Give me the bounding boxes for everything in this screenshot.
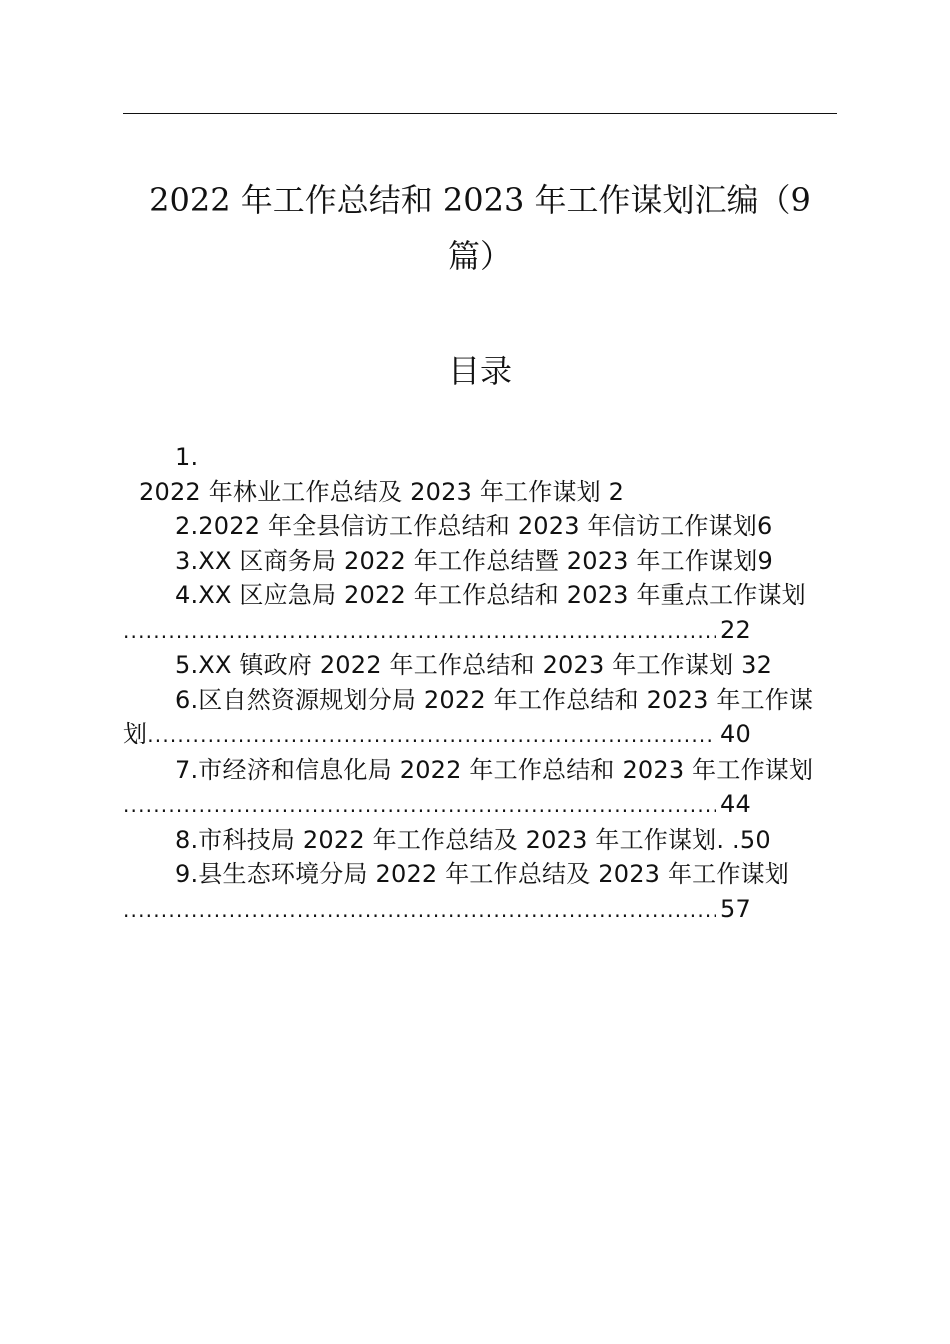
toc-entry-1[interactable]: [123, 440, 837, 509]
toc-entry-6-page: 40: [720, 720, 751, 748]
table-of-contents: [123, 440, 837, 927]
toc-entry-7-leader-line: [123, 787, 837, 823]
toc-entry-6-leader-line: [123, 717, 837, 753]
toc-entry-9-page: 57: [720, 894, 751, 923]
toc-entry-4-leader-line: [123, 613, 837, 649]
header-rule: [123, 113, 837, 114]
toc-entry-9[interactable]: [123, 857, 837, 927]
toc-entry-7[interactable]: [123, 753, 837, 823]
dot-leader: [123, 893, 716, 928]
toc-entry-8[interactable]: [123, 823, 837, 858]
toc-entry-9-text: 9.县生态环境分局 2022 年工作总结及 2023 年工作谋划: [175, 860, 789, 888]
toc-entry-1-text: 2022 年林业工作总结及 2023 年工作谋划 2: [139, 477, 625, 506]
dot-leader: [147, 718, 716, 753]
toc-entry-6-text: 6.区自然资源规划分局 2022 年工作总结和 2023 年工作谋: [175, 685, 814, 714]
toc-entry-8-text: 8.市科技局 2022 年工作总结及 2023 年工作谋划. .50: [175, 825, 771, 854]
toc-entry-9-leader-line: [123, 892, 837, 928]
dot-leader: [123, 788, 716, 823]
toc-entry-4[interactable]: [123, 578, 837, 648]
toc-entry-5-text: 5.XX 镇政府 2022 年工作总结和 2023 年工作谋划 32: [175, 651, 773, 679]
toc-entry-1-number: 1.: [175, 443, 199, 471]
toc-entry-3[interactable]: [123, 544, 837, 579]
toc-entry-4-page: 22: [720, 615, 751, 644]
document-title: [123, 172, 837, 284]
toc-entry-4-text: 4.XX 区应急局 2022 年工作总结和 2023 年重点工作谋划: [175, 581, 806, 609]
toc-heading: 目录: [447, 352, 512, 390]
toc-entry-6-wrap-text: 划: [123, 720, 148, 748]
toc-entry-6[interactable]: [123, 683, 837, 753]
toc-entry-5[interactable]: [123, 648, 837, 683]
document-title-line-2: 篇）: [447, 237, 512, 275]
toc-entry-7-page: 44: [720, 790, 751, 818]
dot-leader: [123, 614, 716, 649]
toc-entry-2-text: 2.2022 年全县信访工作总结和 2023 年信访工作谋划6: [175, 512, 773, 540]
toc-entry-3-text: 3.XX 区商务局 2022 年工作总结暨 2023 年工作谋划9: [175, 546, 773, 575]
toc-entry-2[interactable]: [123, 509, 837, 544]
document-title-line-1: 2022 年工作总结和 2023 年工作谋划汇编（9: [149, 181, 811, 219]
toc-entry-7-text: 7.市经济和信息化局 2022 年工作总结和 2023 年工作谋划: [175, 755, 814, 784]
